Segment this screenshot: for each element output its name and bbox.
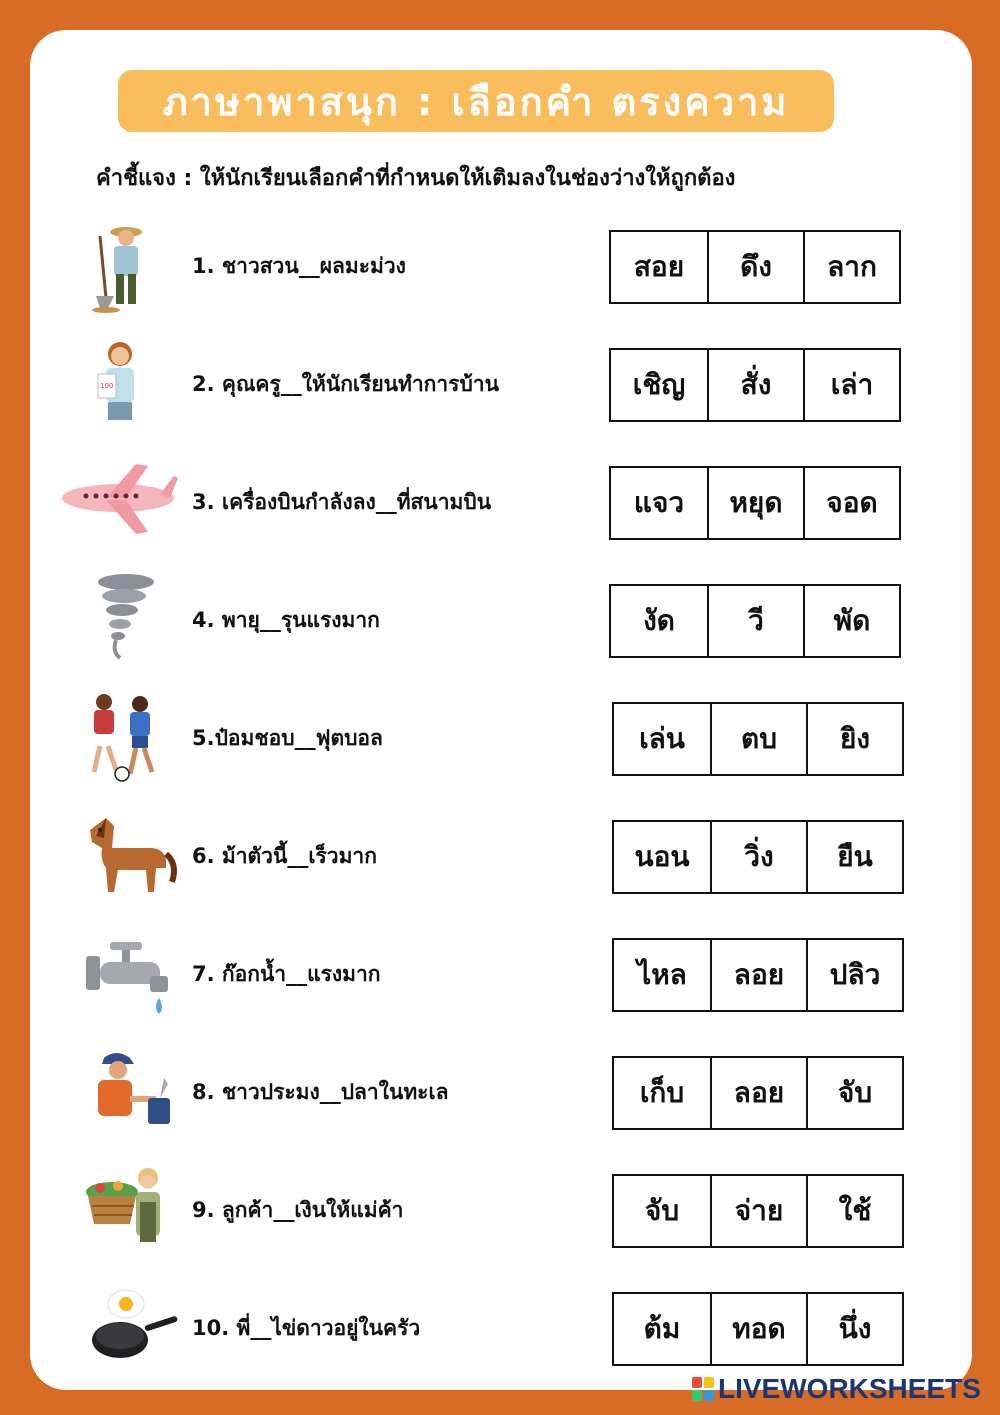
question-sentence: 7. ก๊อกน้ำ__แรงมาก [192, 961, 381, 986]
question-sentence: 1. ชาวสวน__ผลมะม่วง [192, 253, 406, 278]
question-row-7 [0, 934, 1000, 1014]
choice-option[interactable]: ลาก [803, 232, 899, 302]
choice-group [609, 348, 901, 422]
horse-icon [56, 808, 180, 904]
choice-option[interactable]: ต้ม [614, 1294, 710, 1364]
choice-option[interactable]: ตบ [710, 704, 806, 774]
teacher-icon [56, 336, 180, 432]
airplane-icon [56, 454, 180, 550]
choice-group [609, 230, 901, 304]
choice-option[interactable]: เก็บ [614, 1058, 710, 1128]
question-sentence: 10. พี่__ไข่ดาวอยู่ในครัว [192, 1315, 421, 1340]
choice-group [612, 1292, 904, 1366]
liveworksheets-watermark [692, 1373, 981, 1405]
liveworksheets-logo-icon [692, 1377, 714, 1401]
choice-option[interactable]: ยิง [806, 704, 902, 774]
choice-option[interactable]: ไหล [614, 940, 710, 1010]
choice-option[interactable]: เชิญ [611, 350, 707, 420]
choice-option[interactable]: ลอย [710, 1058, 806, 1128]
choice-option[interactable]: ยืน [806, 822, 902, 892]
svg-text:100: 100 [100, 382, 114, 390]
tornado-icon [56, 572, 180, 668]
choice-option[interactable]: จ่าย [710, 1176, 806, 1246]
choice-option[interactable]: ใช้ [806, 1176, 902, 1246]
title-banner [118, 70, 834, 132]
choice-option[interactable]: ปลิว [806, 940, 902, 1010]
question-sentence: 3. เครื่องบินกำลังลง__ที่สนามบิน [192, 489, 492, 514]
choice-option[interactable]: นอน [614, 822, 710, 892]
question-row-9 [0, 1170, 1000, 1250]
choice-option[interactable]: สอย [611, 232, 707, 302]
choice-option[interactable]: หยุด [707, 468, 803, 538]
instructions-text: คำชี้แจง : ให้นักเรียนเลือกคำที่กำหนดให้เติมลงในช่องว่างให้ถูกต้อง [96, 166, 736, 191]
choice-option[interactable]: งัด [611, 586, 707, 656]
gardener-icon [56, 218, 180, 314]
choice-option[interactable]: นึ่ง [806, 1294, 902, 1364]
question-sentence: 6. ม้าตัวนี้__เร็วมาก [192, 843, 377, 868]
watermark-text: LIVEWORKSHEETS [718, 1373, 981, 1404]
choice-option[interactable]: ดึง [707, 232, 803, 302]
question-row-2 [0, 344, 1000, 424]
vendor-basket-icon [56, 1162, 180, 1258]
frying-pan-icon [56, 1280, 180, 1376]
choice-group [612, 1174, 904, 1248]
question-row-5 [0, 698, 1000, 778]
choice-option[interactable]: สั่ง [707, 350, 803, 420]
question-row-6 [0, 816, 1000, 896]
choice-group [609, 466, 901, 540]
question-sentence: 8. ชาวประมง__ปลาในทะเล [192, 1079, 449, 1104]
fisherman-icon [56, 1044, 180, 1140]
choice-group [609, 584, 901, 658]
choice-option[interactable]: แจว [611, 468, 707, 538]
question-row-8 [0, 1052, 1000, 1132]
choice-group [612, 702, 904, 776]
question-sentence: 5.ป๋อมชอบ__ฟุตบอล [192, 725, 383, 750]
choice-option[interactable]: วิ่ง [710, 822, 806, 892]
football-players-icon [56, 690, 180, 786]
choice-option[interactable]: จับ [806, 1058, 902, 1128]
page-title: ภาษาพาสนุก : เลือกคำ ตรงความ [162, 79, 790, 124]
question-row-10 [0, 1288, 1000, 1368]
question-row-4 [0, 580, 1000, 660]
question-sentence: 4. พายุ__รุนแรงมาก [192, 607, 380, 632]
choice-option[interactable]: พัด [803, 586, 899, 656]
choice-group [612, 938, 904, 1012]
choice-option[interactable]: เล่า [803, 350, 899, 420]
choice-group [612, 1056, 904, 1130]
question-row-3 [0, 462, 1000, 542]
faucet-icon [56, 926, 180, 1022]
question-sentence: 2. คุณครู__ให้นักเรียนทำการบ้าน [192, 371, 499, 396]
choice-option[interactable]: จอด [803, 468, 899, 538]
choice-group [612, 820, 904, 894]
question-sentence: 9. ลูกค้า__เงินให้แม่ค้า [192, 1197, 404, 1222]
choice-option[interactable]: เล่น [614, 704, 710, 774]
choice-option[interactable]: จับ [614, 1176, 710, 1246]
choice-option[interactable]: วี [707, 586, 803, 656]
choice-option[interactable]: ทอด [710, 1294, 806, 1364]
choice-option[interactable]: ลอย [710, 940, 806, 1010]
question-row-1 [0, 226, 1000, 306]
